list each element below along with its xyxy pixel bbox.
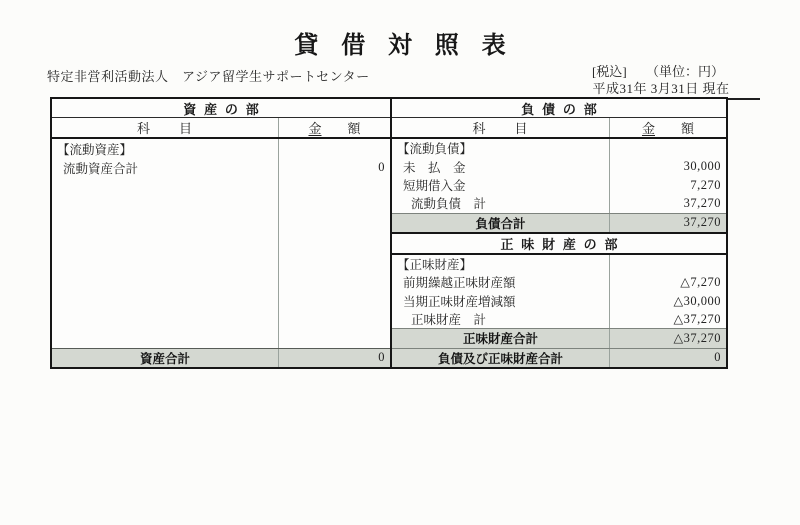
row-label: 資産合計	[139, 351, 190, 366]
row-amount: 0	[609, 349, 726, 367]
page-title: 貸借対照表	[294, 32, 529, 59]
table-row	[392, 139, 726, 157]
liabilities-section-title: 負債の部	[392, 99, 726, 118]
table-row	[392, 255, 726, 273]
row-label: 当期正味財産増減額	[403, 294, 516, 309]
net-assets-total-row	[392, 328, 726, 348]
empty-filler-row	[52, 177, 390, 347]
table-row	[392, 176, 726, 194]
row-label: 【流動資産】	[57, 142, 133, 157]
row-amount: 7,270	[609, 176, 726, 194]
table-row	[392, 310, 726, 328]
assets-table-body	[52, 139, 390, 367]
column-header-subject: 科 目	[472, 121, 529, 136]
row-amount: 37,270	[609, 214, 726, 232]
row-label: 流動負債 計	[411, 197, 487, 212]
table-row	[52, 158, 390, 177]
row-label: 前期繰越正味財産額	[403, 276, 516, 291]
assets-section	[52, 99, 390, 367]
assets-column-headers	[52, 118, 390, 139]
row-amount: 37,270	[609, 194, 726, 212]
liabilities-table-body	[392, 139, 726, 367]
row-label: 未 払 金	[403, 160, 466, 175]
table-row	[392, 273, 726, 291]
liabilities-total-row	[392, 213, 726, 234]
unit-note: （単位：円）	[645, 64, 724, 79]
row-label: 短期借入金	[403, 179, 466, 194]
assets-section-title: 資産の部	[52, 99, 390, 118]
grand-total-row	[392, 349, 726, 367]
table-row	[392, 291, 726, 309]
column-header-amount	[278, 118, 390, 137]
row-amount	[609, 255, 726, 273]
column-header-amount	[609, 118, 726, 137]
organization-name: 特定非営利活動法人 アジア留学生サポートセンター	[47, 69, 370, 84]
row-amount: △30,000	[609, 291, 726, 309]
row-amount: △7,270	[609, 273, 726, 291]
table-row	[52, 139, 390, 158]
date-note: 平成31年 3月31日 現在	[562, 78, 760, 100]
row-label: 負債合計	[475, 216, 526, 231]
row-amount	[278, 139, 390, 158]
amount-header-kin: 金	[308, 121, 322, 136]
liabilities-column-headers	[392, 118, 726, 139]
row-label: 負債及び正味財産合計	[437, 351, 563, 366]
row-amount: △37,270	[609, 329, 726, 347]
row-amount: 0	[278, 158, 390, 177]
row-label: 【正味財産】	[397, 257, 473, 272]
row-label: 正味財産合計	[462, 332, 538, 347]
column-header-subject: 科 目	[136, 121, 193, 136]
row-amount: 30,000	[609, 157, 726, 175]
net-assets-section-title: 正味財産の部	[392, 234, 726, 254]
row-label: 【流動負債】	[397, 142, 473, 157]
amount-header-gaku: 額	[681, 121, 695, 136]
row-label: 正味財産 計	[411, 313, 487, 327]
amount-header-gaku: 額	[347, 121, 361, 136]
row-amount: 0	[278, 349, 390, 367]
row-amount	[609, 139, 726, 157]
liabilities-section	[390, 99, 726, 367]
balance-sheet-table	[50, 97, 728, 369]
table-row	[392, 157, 726, 175]
assets-total-row	[52, 348, 390, 367]
table-row	[392, 194, 726, 212]
row-label: 流動資産合計	[63, 161, 139, 176]
tax-note: [税込]	[592, 64, 627, 79]
row-amount: △37,270	[609, 310, 726, 328]
amount-header-kin: 金	[641, 121, 655, 136]
